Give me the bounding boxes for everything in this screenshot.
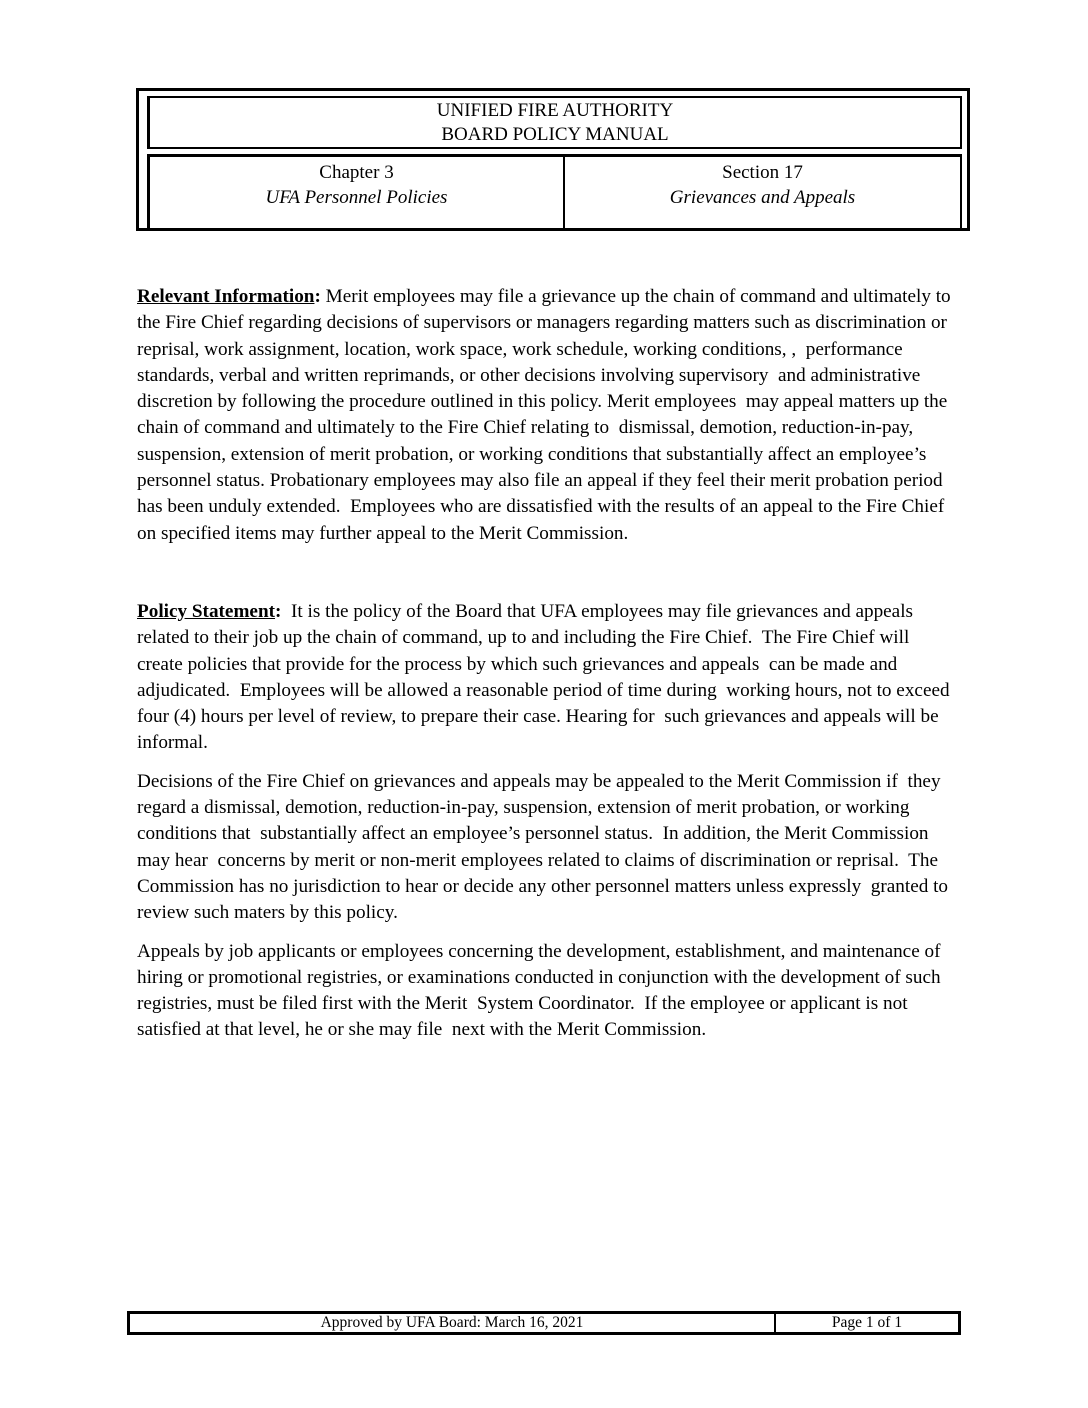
- relevant-information-paragraph: [137, 284, 957, 547]
- decisions-paragraph: Decisions of the Fire Chief on grievances and appeals may be appealed to the Merit Commission if they regard a dismissal, demotion, reduction-in-pay, suspension, extension of merit probation, or working conditions that substantially affect an employee’s personnel status. In addition, the Merit Commission may hear concerns by merit or non-merit employees related to claims of discrimination or reprisal. The Commission has no jurisdiction to hear or decide any other personnel matters unless expressly granted to review such maters by this policy.: [137, 770, 953, 924]
- page-number: Page 1 of 1: [831, 1314, 903, 1331]
- section-label: Section 17: [722, 162, 803, 183]
- chapter-title: UFA Personnel Policies: [265, 187, 448, 208]
- policy-statement-label: Policy Statement: [137, 600, 276, 622]
- relevant-information-label: Relevant Information: [137, 286, 315, 307]
- document-header: [136, 88, 970, 231]
- section-cell: [565, 157, 960, 231]
- document-body: [137, 284, 957, 1044]
- document-footer: [127, 1311, 961, 1335]
- section-title: Grievances and Appeals: [669, 187, 856, 208]
- header-title-box: [147, 96, 962, 149]
- approval-date: Approved by UFA Board: March 16, 2021: [130, 1314, 776, 1332]
- label-colon: :: [314, 286, 321, 307]
- organization-name: UNIFIED FIRE AUTHORITY: [436, 100, 674, 121]
- label-colon: :: [275, 600, 282, 622]
- appeals-paragraph: Appeals by job applicants or employees concerning the development, establishment, and maintenance of hiring or promotional registries, or examinations conducted in conjunction with the development of such registries, must be filed first with the Merit System Coordinator. If the employee or applicant is not satisfied at that level, he or she may file next with the Merit Commission.: [137, 940, 946, 1041]
- chapter-cell: [150, 157, 565, 231]
- chapter-label: Chapter 3: [319, 162, 394, 183]
- policy-statement-text: It is the policy of the Board that UFA employees may file grievances and appeals related to their job up the chain of command, up to and including the Fire Chief. The Fire Chief will create policies that provide for the process by which such grievances and appeals can be made and adjudicated. Employees will be allowed a reasonable period of time during working hours, not to exceed four (4) hours per level of review, to prepare their case. Hearing for such grievances and appeals will be informal.: [137, 600, 955, 754]
- header-chapter-section-row: [147, 154, 962, 231]
- manual-title: BOARD POLICY MANUAL: [441, 124, 669, 145]
- policy-statement-paragraph: [137, 599, 957, 757]
- relevant-information-text: Merit employees may file a grievance up the chain of command and ultimately to the Fire Chief regarding decisions of supervisors or managers regarding matters such as discrimination or reprisal, work assignment, location, work space, work schedule, working conditions, , performance standards, verbal and written reprimands, or other decisions involving supervisory and administrative discretion by following the procedure outlined in this policy. Merit employees may appeal matters up the chain of command and ultimately to the Fire Chief relating to dismissal, demotion, reduction-in-pay, suspension, extension of merit probation, or working conditions that substantially affect an employee’s personnel status. Probationary employees may also file an appeal if they feel their merit probation period has been unduly extended. Employees who are dissatisfied with the results of an appeal to the Fire Chief on specified items may further appeal to the Merit Commission.: [137, 286, 956, 544]
